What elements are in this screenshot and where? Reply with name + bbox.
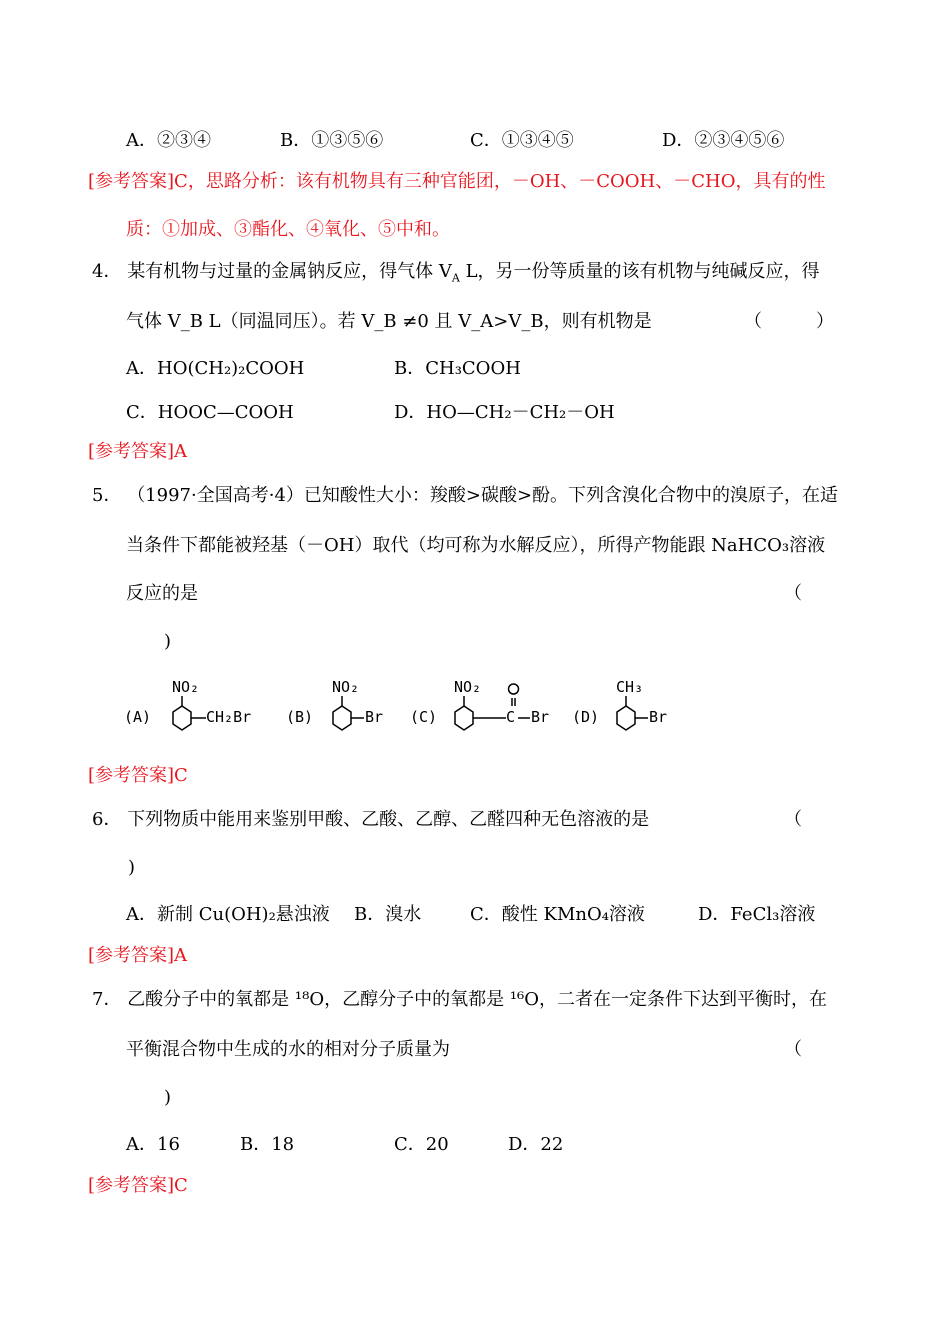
benzene-ring-a: [173, 706, 191, 730]
q6-number: 6．: [92, 809, 122, 830]
q4-text-b: L，另一份等质量的该有机物与纯碱反应，得: [459, 261, 820, 282]
structure-a-no2: NO₂: [172, 678, 200, 696]
benzene-ring-b: [333, 706, 351, 730]
q5-line3: 反应的是: [126, 583, 198, 604]
q3-option-b: B．①③⑤⑥: [280, 130, 384, 151]
q5-paren-open: （: [784, 583, 802, 604]
structure-c-carbon: C: [506, 708, 516, 726]
q5-line1: [92, 484, 838, 508]
q7-option-b: B．18: [240, 1134, 295, 1155]
structure-b: [286, 678, 383, 730]
q5-answer: [参考答案]C: [88, 765, 188, 786]
structure-b-label: (B): [286, 708, 314, 726]
structure-a-ch2br: CH₂Br: [206, 708, 252, 726]
structure-d-br: Br: [649, 708, 668, 726]
structure-d-ch3: CH₃: [616, 678, 644, 696]
q7-option-c: C．20: [394, 1134, 449, 1155]
q6-option-b: B．溴水: [354, 904, 422, 925]
q4-option-b: B．CH₃COOH: [394, 358, 521, 379]
q3-option-a: A．②③④: [126, 130, 211, 151]
q7-answer: [参考答案]C: [88, 1175, 188, 1196]
q6-option-d: D．FeCl₃溶液: [698, 904, 816, 925]
q6-answer: [参考答案]A: [88, 945, 188, 966]
q4-number: 4．: [92, 261, 122, 282]
q5-line2: 当条件下都能被羟基（－OH）取代（均可称为水解反应），所得产物能跟 NaHCO₃溶液: [126, 535, 826, 556]
q4-paren: （ ）: [744, 311, 834, 332]
q3-option-d: D．②③④⑤⑥: [662, 130, 785, 151]
q6-text: 下列物质中能用来鉴别甲酸、乙酸、乙醇、乙醛四种无色溶液的是: [127, 809, 650, 830]
structure-d-label: (D): [572, 708, 600, 726]
benzene-ring-c: [455, 706, 473, 730]
q7-option-d: D．22: [508, 1134, 564, 1155]
q7-option-a: A．16: [126, 1134, 180, 1155]
structure-c-br: Br: [531, 708, 550, 726]
q6-option-c: C．酸性 KMnO₄溶液: [470, 904, 645, 925]
q4-option-a: A．HO(CH₂)₂COOH: [126, 358, 305, 379]
q7-line2: 平衡混合物中生成的水的相对分子质量为: [126, 1039, 450, 1060]
structure-c: [410, 678, 549, 730]
q3-answer-line2: 质：①加成、③酯化、④氧化、⑤中和。: [126, 219, 450, 240]
q6-paren-close: ): [128, 857, 136, 878]
q5-paren-close: ): [164, 631, 172, 652]
q6-line1: [92, 808, 649, 832]
q7-paren-open: （: [784, 1039, 802, 1060]
q6-paren-open: （: [784, 809, 802, 830]
q4-text-a: 某有机物与过量的金属钠反应，得气体 V: [127, 261, 452, 282]
structure-c-oxygen: [509, 684, 519, 694]
q5-number: 5．: [92, 485, 122, 506]
q5-text1: （1997·全国高考·4）已知酸性大小：羧酸>碳酸>酚。下列含溴化合物中的溴原子，在适: [127, 485, 839, 506]
q7-paren-close: ): [164, 1087, 172, 1108]
q7-text1: 乙酸分子中的氧都是 ¹⁸O，乙醇分子中的氧都是 ¹⁶O，二者在一定条件下达到平衡时，在: [127, 989, 828, 1010]
cyclohexane-ring-d: [617, 706, 635, 730]
q6-option-a: A．新制 Cu(OH)₂悬浊液: [126, 904, 330, 925]
q5-structures: [120, 672, 680, 742]
q4-line2: 气体 V_B L（同温同压）。若 V_B ≠0 且 V_A>V_B，则有机物是: [126, 311, 652, 332]
q4-option-d: D．HO—CH₂－CH₂－OH: [394, 402, 615, 423]
structure-c-no2: NO₂: [454, 678, 482, 696]
q4-sub-a: A: [451, 271, 460, 285]
q7-number: 7．: [92, 989, 122, 1010]
structure-c-label: (C): [410, 708, 438, 726]
q4-answer: [参考答案]A: [88, 441, 188, 462]
q3-option-c: C．①③④⑤: [470, 130, 574, 151]
structure-d: [572, 678, 667, 730]
q7-line1: [92, 988, 827, 1012]
structure-b-br: Br: [365, 708, 384, 726]
structure-b-no2: NO₂: [332, 678, 360, 696]
structure-a-label: (A): [124, 708, 152, 726]
q4-option-c: C．HOOC—COOH: [126, 402, 294, 423]
q4-line1: [92, 260, 820, 291]
q3-answer-line1: [参考答案]C，思路分析：该有机物具有三种官能团，－OH、－COOH、－CHO，具有的性: [88, 171, 826, 192]
structure-a: [124, 678, 251, 730]
